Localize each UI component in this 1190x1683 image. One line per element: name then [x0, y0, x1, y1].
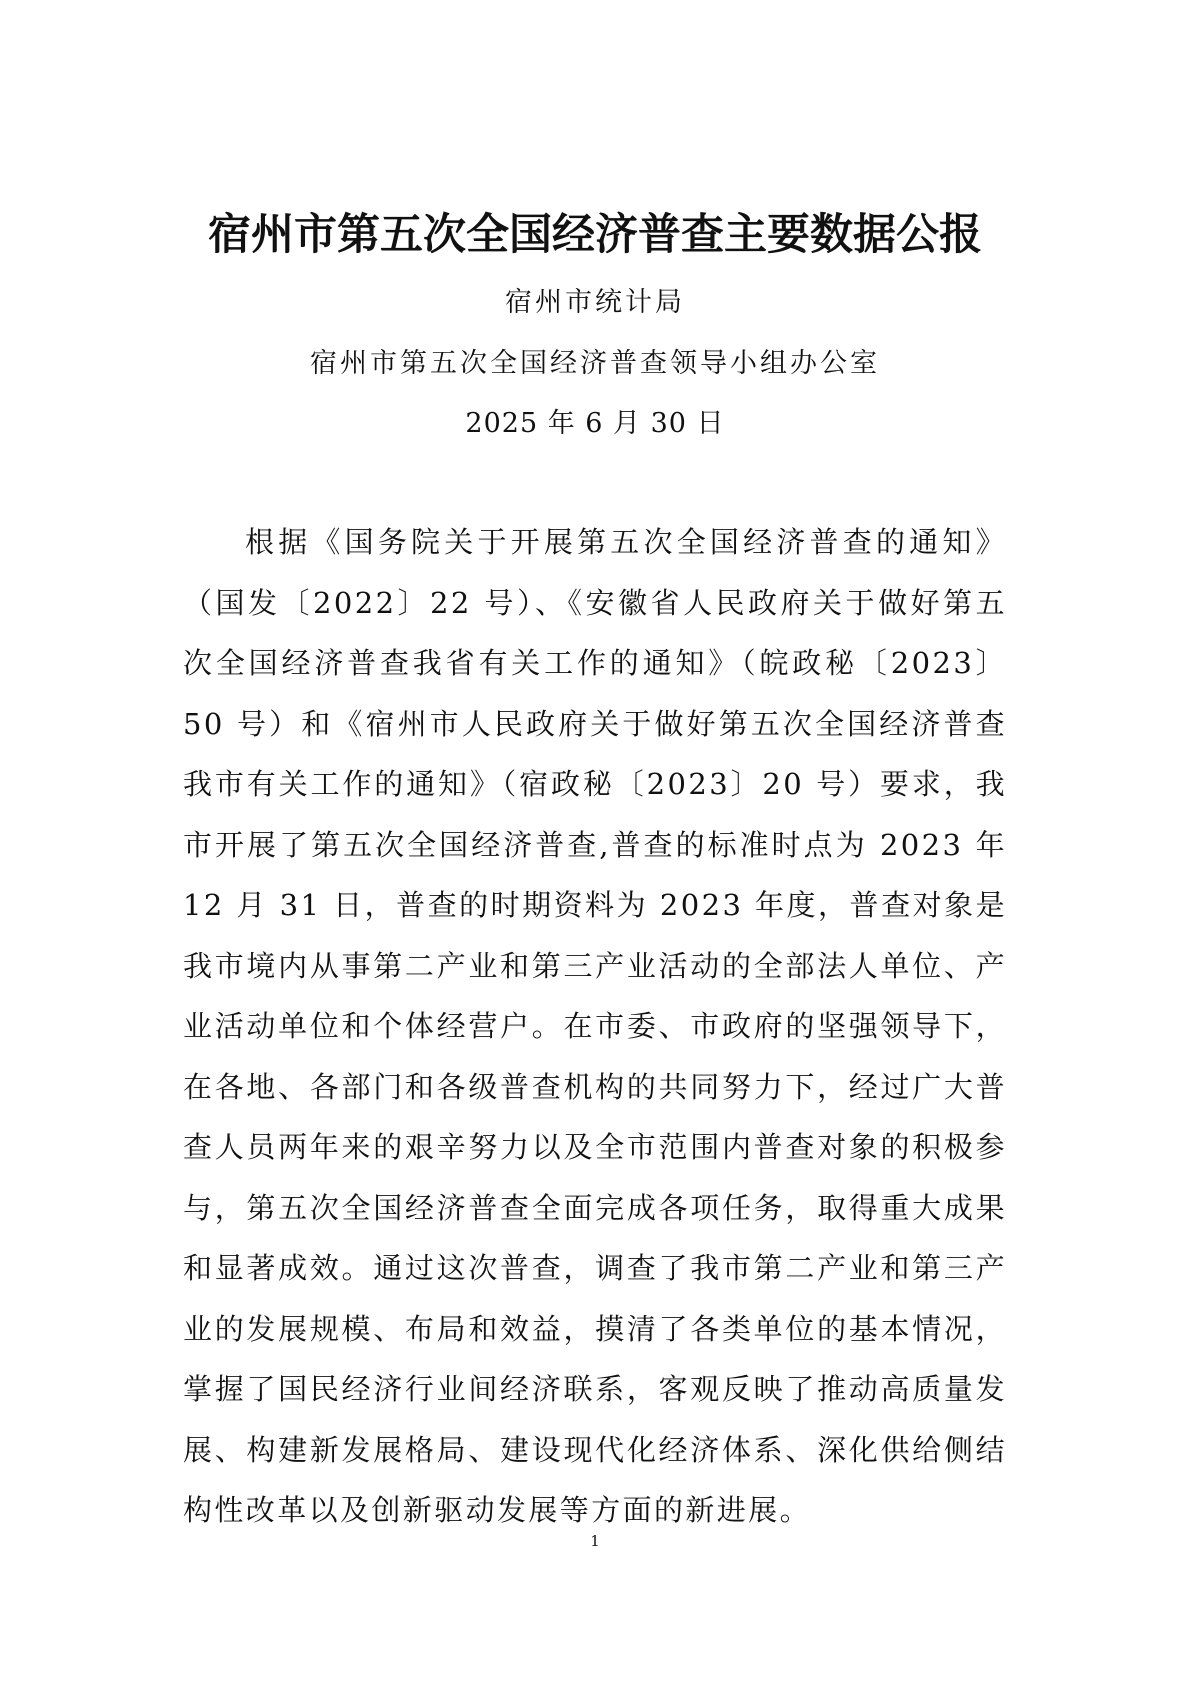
- issuer-statistics-bureau: 宿州市统计局: [505, 287, 685, 318]
- document-title: 宿州市第五次全国经济普查主要数据公报: [208, 210, 982, 260]
- intro-paragraph: 根据《国务院关于开展第五次全国经济普查的通知》（国发〔2022〕22 号）、《安徽省人民政府关于做好第五次全国经济普查我省有关工作的通知》（皖政秘〔2023〕50 号）和《宿州市人民政府关于做好第五次全国经济普查我市有关工作的通知》（宿政秘〔2023〕20 号）要求，我市开展了第五次全国经济普查,普查的标准时点为 2023 年 12 月 31 日，普查的时期资料为 2023 年度，普查对象是我市境内从事第二产业和第三产业活动的全部法人单位、产业活动单位和个体经营户。在市委、市政府的坚强领导下，在各地、各部门和各级普查机构的共同努力下，经过广大普查人员两年来的艰辛努力以及全市范围内普查对象的积极参与，第五次全国经济普查全面完成各项任务，取得重大成果和显著成效。通过这次普查，调查了我市第二产业和第三产业的发展规模、布局和效益，摸清了各类单位的基本情况，掌握了国民经济行业间经济联系，客观反映了推动高质量发展、构建新发展格局、建设现代化经济体系、深化供给侧结构性改革以及创新驱动发展等方面的新进展。: [183, 525, 1007, 1527]
- issuer-census-office: 宿州市第五次全国经济普查领导小组办公室: [310, 348, 880, 379]
- page-number: 1: [590, 1532, 600, 1550]
- publication-date: 2025 年 6 月 30 日: [465, 408, 725, 439]
